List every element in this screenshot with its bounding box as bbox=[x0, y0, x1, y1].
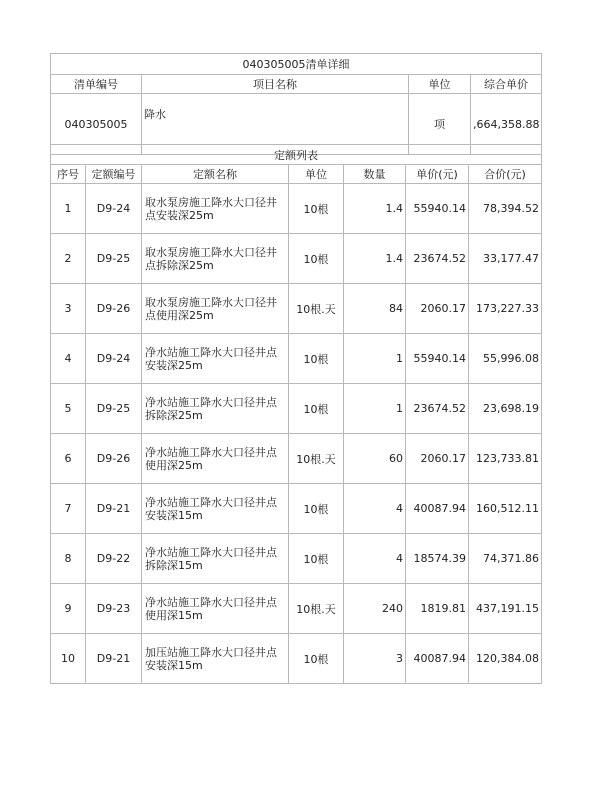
quota-list-title: 定额列表 bbox=[51, 145, 542, 165]
bill-item-name: 降水 bbox=[142, 94, 409, 155]
row-no: 10 bbox=[51, 634, 86, 684]
quota-total-header: 合价(元) bbox=[469, 165, 542, 184]
row-code: D9-26 bbox=[86, 434, 142, 484]
row-total: 123,733.81 bbox=[469, 434, 542, 484]
row-qty: 4 bbox=[344, 534, 406, 584]
quota-qty-header: 数量 bbox=[344, 165, 406, 184]
row-qty: 1 bbox=[344, 334, 406, 384]
row-unit: 10根 bbox=[289, 534, 344, 584]
row-qty: 1 bbox=[344, 384, 406, 434]
row-no: 7 bbox=[51, 484, 86, 534]
row-name: 净水站施工降水大口径井点使用深15m bbox=[142, 584, 289, 634]
quota-name-header: 定额名称 bbox=[142, 165, 289, 184]
table-row bbox=[51, 334, 542, 384]
row-qty: 1.4 bbox=[344, 184, 406, 234]
bill-title: 040305005清单详细 bbox=[51, 54, 542, 75]
bill-unit-header: 单位 bbox=[409, 75, 471, 94]
row-unit-price: 1819.81 bbox=[406, 584, 469, 634]
row-no: 4 bbox=[51, 334, 86, 384]
row-name: 净水站施工降水大口径井点使用深25m bbox=[142, 434, 289, 484]
row-unit-price: 23674.52 bbox=[406, 234, 469, 284]
quota-list-table bbox=[50, 144, 542, 684]
row-unit-price: 40087.94 bbox=[406, 484, 469, 534]
row-name: 取水泵房施工降水大口径井点使用深25m bbox=[142, 284, 289, 334]
row-no: 6 bbox=[51, 434, 86, 484]
row-total: 160,512.11 bbox=[469, 484, 542, 534]
bill-item-price: ,664,358.88 bbox=[471, 94, 542, 155]
row-qty: 1.4 bbox=[344, 234, 406, 284]
row-unit: 10根.天 bbox=[289, 284, 344, 334]
row-no: 5 bbox=[51, 384, 86, 434]
table-row bbox=[51, 634, 542, 684]
row-no: 2 bbox=[51, 234, 86, 284]
row-no: 9 bbox=[51, 584, 86, 634]
row-name: 取水泵房施工降水大口径井点安装深25m bbox=[142, 184, 289, 234]
table-row bbox=[51, 284, 542, 334]
bill-detail-table bbox=[50, 53, 542, 155]
row-total: 74,371.86 bbox=[469, 534, 542, 584]
quota-code-header: 定额编号 bbox=[86, 165, 142, 184]
row-no: 1 bbox=[51, 184, 86, 234]
bill-price-header: 综合单价 bbox=[471, 75, 542, 94]
bill-code-header: 清单编号 bbox=[51, 75, 142, 94]
table-row bbox=[51, 434, 542, 484]
row-unit: 10根 bbox=[289, 384, 344, 434]
row-unit: 10根 bbox=[289, 184, 344, 234]
row-name: 净水站施工降水大口径井点拆除深15m bbox=[142, 534, 289, 584]
row-unit: 10根.天 bbox=[289, 434, 344, 484]
row-unit-price: 2060.17 bbox=[406, 284, 469, 334]
row-unit-price: 2060.17 bbox=[406, 434, 469, 484]
row-total: 55,996.08 bbox=[469, 334, 542, 384]
row-code: D9-22 bbox=[86, 534, 142, 584]
row-unit-price: 55940.14 bbox=[406, 184, 469, 234]
row-total: 437,191.15 bbox=[469, 584, 542, 634]
row-unit-price: 18574.39 bbox=[406, 534, 469, 584]
row-name: 加压站施工降水大口径井点安装深15m bbox=[142, 634, 289, 684]
row-unit: 10根.天 bbox=[289, 584, 344, 634]
row-unit: 10根 bbox=[289, 334, 344, 384]
row-no: 8 bbox=[51, 534, 86, 584]
row-name: 净水站施工降水大口径井点拆除深25m bbox=[142, 384, 289, 434]
quota-unit-header: 单位 bbox=[289, 165, 344, 184]
row-name: 取水泵房施工降水大口径井点拆除深25m bbox=[142, 234, 289, 284]
row-no: 3 bbox=[51, 284, 86, 334]
row-total: 173,227.33 bbox=[469, 284, 542, 334]
row-qty: 240 bbox=[344, 584, 406, 634]
row-code: D9-21 bbox=[86, 634, 142, 684]
row-code: D9-21 bbox=[86, 484, 142, 534]
row-qty: 3 bbox=[344, 634, 406, 684]
row-total: 33,177.47 bbox=[469, 234, 542, 284]
bill-name-header: 项目名称 bbox=[142, 75, 409, 94]
table-row bbox=[51, 184, 542, 234]
row-code: D9-26 bbox=[86, 284, 142, 334]
table-row bbox=[51, 584, 542, 634]
row-qty: 84 bbox=[344, 284, 406, 334]
table-row bbox=[51, 484, 542, 534]
row-unit-price: 55940.14 bbox=[406, 334, 469, 384]
row-name: 净水站施工降水大口径井点安装深25m bbox=[142, 334, 289, 384]
row-unit: 10根 bbox=[289, 634, 344, 684]
row-code: D9-24 bbox=[86, 184, 142, 234]
row-unit: 10根 bbox=[289, 234, 344, 284]
row-qty: 4 bbox=[344, 484, 406, 534]
row-unit: 10根 bbox=[289, 484, 344, 534]
row-code: D9-24 bbox=[86, 334, 142, 384]
quota-unit-price-header: 单价(元) bbox=[406, 165, 469, 184]
table-row bbox=[51, 234, 542, 284]
table-row bbox=[51, 534, 542, 584]
row-code: D9-23 bbox=[86, 584, 142, 634]
row-code: D9-25 bbox=[86, 234, 142, 284]
row-unit-price: 40087.94 bbox=[406, 634, 469, 684]
table-row bbox=[51, 384, 542, 434]
row-qty: 60 bbox=[344, 434, 406, 484]
row-code: D9-25 bbox=[86, 384, 142, 434]
quota-no-header: 序号 bbox=[51, 165, 86, 184]
row-total: 78,394.52 bbox=[469, 184, 542, 234]
row-total: 120,384.08 bbox=[469, 634, 542, 684]
bill-item-unit: 项 bbox=[409, 94, 471, 155]
row-unit-price: 23674.52 bbox=[406, 384, 469, 434]
row-name: 净水站施工降水大口径井点安装深15m bbox=[142, 484, 289, 534]
bill-item-code: 040305005 bbox=[51, 94, 142, 155]
row-total: 23,698.19 bbox=[469, 384, 542, 434]
